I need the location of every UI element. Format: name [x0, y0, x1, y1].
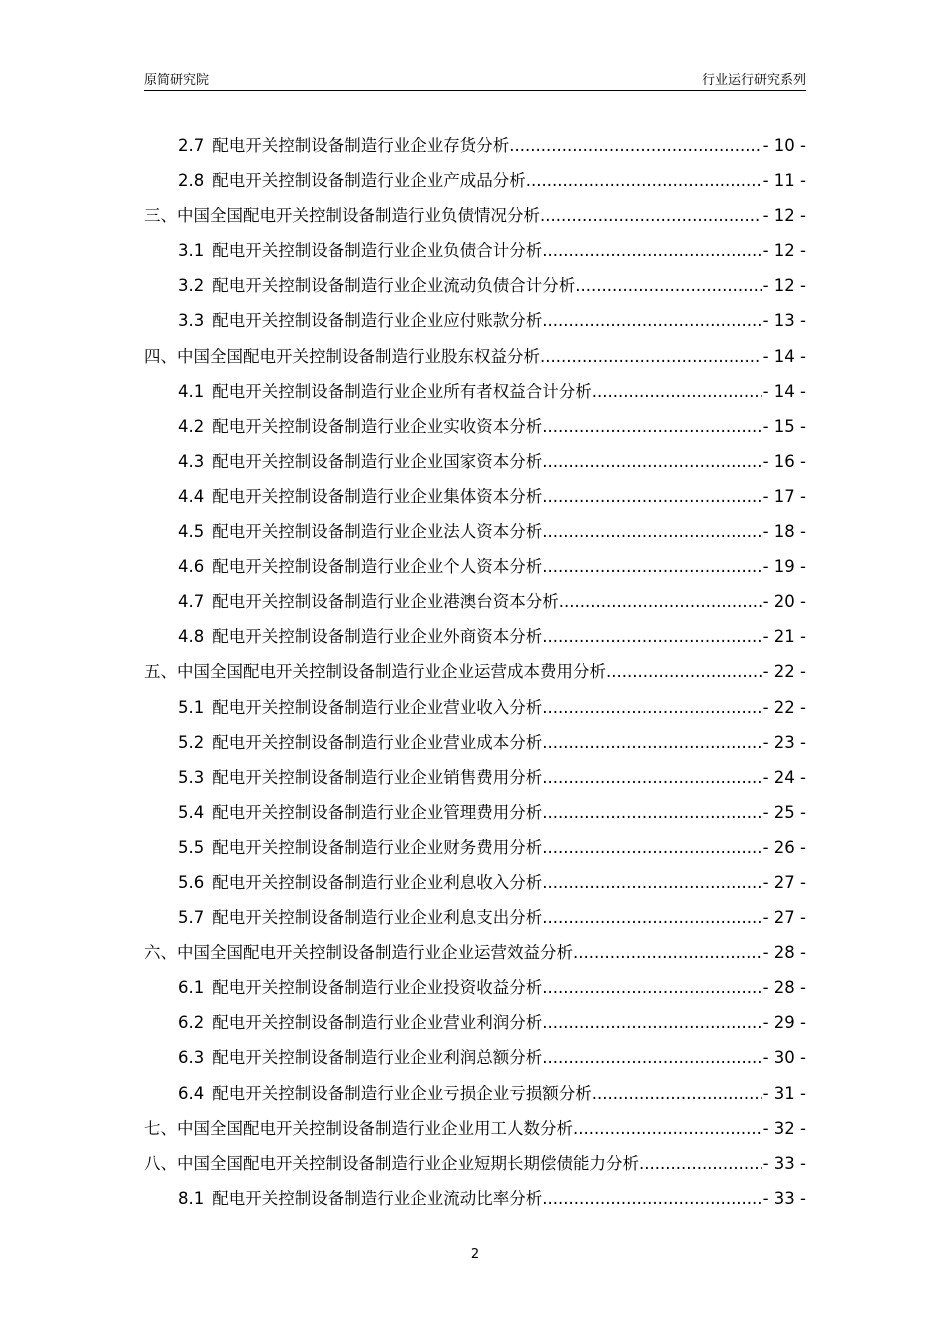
toc-dot-leader	[542, 549, 761, 584]
toc-entry-page: - 32 -	[762, 1118, 806, 1138]
toc-dot-leader	[542, 514, 761, 549]
toc-entry-page: - 14 -	[762, 346, 806, 366]
toc-dot-leader	[542, 1181, 761, 1216]
toc-entry-page: - 27 -	[762, 872, 806, 892]
toc-entry-page: - 16 -	[762, 451, 806, 471]
toc-entry-title: 配电开关控制设备制造行业企业利息收入分析	[212, 872, 543, 892]
toc-entry[interactable]	[144, 654, 806, 689]
toc-dot-leader	[559, 584, 762, 619]
toc-entry-page: - 25 -	[762, 802, 806, 822]
header-right-series: 行业运行研究系列	[701, 73, 806, 88]
toc-entry-number: 6.4	[178, 1083, 205, 1103]
toc-entry-number: 4.6	[178, 557, 205, 577]
toc-dot-leader	[542, 690, 761, 725]
toc-entry[interactable]	[144, 900, 806, 935]
toc-entry-number: 4.7	[178, 592, 205, 612]
toc-entry[interactable]	[144, 268, 806, 303]
toc-entry-number: 3.2	[178, 276, 205, 296]
toc-entry-page: - 33 -	[762, 1188, 806, 1208]
toc-entry[interactable]	[144, 374, 806, 409]
toc-entry[interactable]	[144, 760, 806, 795]
toc-entry[interactable]	[144, 1005, 806, 1040]
toc-entry-number: 4.8	[178, 627, 205, 647]
toc-dot-leader	[542, 479, 761, 514]
toc-entry-title: 配电开关控制设备制造行业企业负债合计分析	[212, 241, 543, 261]
toc-entry[interactable]	[144, 865, 806, 900]
toc-entry-number: 8.1	[178, 1188, 205, 1208]
toc-entry-page: - 12 -	[762, 276, 806, 296]
toc-entry-title: 配电开关控制设备制造行业企业所有者权益合计分析	[212, 381, 592, 401]
toc-entry-page: - 28 -	[762, 943, 806, 963]
toc-entry-number: 5.7	[178, 908, 205, 928]
toc-dot-leader	[575, 268, 761, 303]
toc-entry-title: 配电开关控制设备制造行业企业实收资本分析	[212, 416, 543, 436]
toc-dot-leader	[540, 339, 762, 374]
toc-entry[interactable]	[144, 584, 806, 619]
toc-entry-number: 6.2	[178, 1013, 205, 1033]
toc-entry[interactable]	[144, 1076, 806, 1111]
toc-dot-leader	[542, 1005, 761, 1040]
toc-entry-number: 3.3	[178, 311, 205, 331]
toc-dot-leader	[542, 795, 761, 830]
toc-entry-number: 5.5	[178, 837, 205, 857]
toc-entry[interactable]	[144, 795, 806, 830]
toc-dot-leader	[542, 830, 761, 865]
toc-entry-page: - 12 -	[762, 206, 806, 226]
toc-entry-page: - 14 -	[762, 381, 806, 401]
toc-entry[interactable]	[144, 479, 806, 514]
toc-dot-leader	[573, 1111, 762, 1146]
toc-entry-number: 3.1	[178, 241, 205, 261]
toc-entry-title: 配电开关控制设备制造行业企业国家资本分析	[212, 451, 543, 471]
toc-entry-page: - 12 -	[762, 241, 806, 261]
toc-entry-number: 5.6	[178, 872, 205, 892]
toc-entry-title: 配电开关控制设备制造行业企业营业利润分析	[212, 1013, 543, 1033]
toc-entry-title: 八、中国全国配电开关控制设备制造行业企业短期长期偿债能力分析	[144, 1153, 639, 1173]
toc-entry-page: - 22 -	[762, 697, 806, 717]
toc-entry-page: - 19 -	[762, 557, 806, 577]
toc-entry-page: - 21 -	[762, 627, 806, 647]
toc-dot-leader	[542, 444, 761, 479]
toc-entry-title: 配电开关控制设备制造行业企业利息支出分析	[212, 908, 543, 928]
toc-entry-number: 6.3	[178, 1048, 205, 1068]
toc-entry[interactable]	[144, 1181, 806, 1216]
toc-entry-page: - 31 -	[762, 1083, 806, 1103]
toc-entry-title: 配电开关控制设备制造行业企业投资收益分析	[212, 978, 543, 998]
toc-entry-page: - 15 -	[762, 416, 806, 436]
toc-entry-page: - 33 -	[762, 1153, 806, 1173]
toc-dot-leader	[542, 409, 761, 444]
toc-entry[interactable]	[144, 690, 806, 725]
toc-entry-number: 4.5	[178, 522, 205, 542]
toc-dot-leader	[592, 1076, 762, 1111]
toc-entry-page: - 30 -	[762, 1048, 806, 1068]
header-left-org: 原简研究院	[144, 73, 210, 88]
toc-dot-leader	[509, 128, 761, 163]
toc-entry-title: 配电开关控制设备制造行业企业流动比率分析	[212, 1188, 543, 1208]
toc-entry[interactable]	[144, 514, 806, 549]
page-header	[144, 66, 806, 91]
toc-entry-title: 配电开关控制设备制造行业企业流动负债合计分析	[212, 276, 576, 296]
toc-entry[interactable]	[144, 339, 806, 374]
toc-entry-number: 4.3	[178, 451, 205, 471]
toc-entry-title: 配电开关控制设备制造行业企业产成品分析	[212, 171, 526, 191]
toc-entry-title: 七、中国全国配电开关控制设备制造行业企业用工人数分析	[144, 1118, 573, 1138]
toc-entry-page: - 22 -	[762, 662, 806, 682]
toc-dot-leader	[542, 900, 761, 935]
toc-entry-page: - 10 -	[762, 136, 806, 155]
toc-entry-title: 配电开关控制设备制造行业企业个人资本分析	[212, 557, 543, 577]
toc-entry-title: 配电开关控制设备制造行业企业营业成本分析	[212, 732, 543, 752]
toc-entry-page: - 28 -	[762, 978, 806, 998]
toc-entry-page: - 13 -	[762, 311, 806, 331]
toc-entry-page: - 27 -	[762, 908, 806, 928]
toc-dot-leader	[592, 374, 762, 409]
toc-entry[interactable]	[144, 1111, 806, 1146]
toc-dot-leader	[542, 760, 761, 795]
toc-entry-page: - 24 -	[762, 767, 806, 787]
toc-entry-title: 配电开关控制设备制造行业企业法人资本分析	[212, 522, 543, 542]
toc-entry-page: - 20 -	[762, 592, 806, 612]
toc-entry-title: 四、中国全国配电开关控制设备制造行业股东权益分析	[144, 346, 540, 366]
toc-entry-title: 配电开关控制设备制造行业企业销售费用分析	[212, 767, 543, 787]
toc-entry-number: 4.1	[178, 381, 205, 401]
toc-entry-title: 配电开关控制设备制造行业企业财务费用分析	[212, 837, 543, 857]
toc-entry[interactable]	[144, 619, 806, 654]
toc-entry[interactable]	[144, 303, 806, 338]
toc-entry-page: - 29 -	[762, 1013, 806, 1033]
toc-dot-leader	[542, 619, 761, 654]
toc-entry[interactable]	[144, 444, 806, 479]
toc-entry-title: 配电开关控制设备制造行业企业集体资本分析	[212, 486, 543, 506]
toc-dot-leader	[542, 1040, 761, 1075]
toc-entry-page: - 18 -	[762, 522, 806, 542]
toc-entry-number: 4.2	[178, 416, 205, 436]
toc-entry-title: 配电开关控制设备制造行业企业港澳台资本分析	[212, 592, 559, 612]
toc-entry-number: 5.1	[178, 697, 205, 717]
toc-dot-leader	[573, 935, 762, 970]
toc-entry-number: 2.8	[178, 171, 205, 191]
toc-dot-leader	[542, 303, 761, 338]
toc-dot-leader	[606, 654, 762, 689]
table-of-contents	[144, 128, 806, 1216]
toc-entry-page: - 26 -	[762, 837, 806, 857]
toc-entry-number: 6.1	[178, 978, 205, 998]
toc-entry[interactable]	[144, 725, 806, 760]
toc-dot-leader	[542, 233, 761, 268]
toc-entry-title: 三、中国全国配电开关控制设备制造行业负债情况分析	[144, 206, 540, 226]
toc-dot-leader	[639, 1146, 762, 1181]
toc-entry-title: 六、中国全国配电开关控制设备制造行业企业运营效益分析	[144, 943, 573, 963]
toc-entry-number: 5.2	[178, 732, 205, 752]
toc-dot-leader	[540, 198, 762, 233]
toc-entry-title: 配电开关控制设备制造行业企业亏损企业亏损额分析	[212, 1083, 592, 1103]
toc-entry[interactable]	[144, 233, 806, 268]
toc-entry-number: 5.3	[178, 767, 205, 787]
toc-entry[interactable]	[144, 970, 806, 1005]
page-number: 2	[470, 1247, 480, 1262]
toc-dot-leader	[542, 970, 761, 1005]
toc-entry[interactable]	[144, 1146, 806, 1181]
toc-entry-number: 2.7	[178, 136, 205, 155]
toc-dot-leader	[542, 865, 761, 900]
toc-entry[interactable]	[144, 830, 806, 865]
toc-entry[interactable]	[144, 549, 806, 584]
toc-entry-title: 配电开关控制设备制造行业企业存货分析	[212, 136, 510, 155]
toc-dot-leader	[526, 163, 762, 198]
toc-entry-page: - 17 -	[762, 486, 806, 506]
toc-entry[interactable]	[144, 128, 806, 163]
toc-entry-title: 配电开关控制设备制造行业企业应付账款分析	[212, 311, 543, 331]
toc-entry-title: 配电开关控制设备制造行业企业营业收入分析	[212, 697, 543, 717]
toc-entry-title: 五、中国全国配电开关控制设备制造行业企业运营成本费用分析	[144, 662, 606, 682]
toc-entry-title: 配电开关控制设备制造行业企业外商资本分析	[212, 627, 543, 647]
toc-entry[interactable]	[144, 1040, 806, 1075]
toc-entry[interactable]	[144, 409, 806, 444]
toc-entry[interactable]	[144, 198, 806, 233]
toc-dot-leader	[542, 725, 761, 760]
toc-entry-title: 配电开关控制设备制造行业企业利润总额分析	[212, 1048, 543, 1068]
toc-entry[interactable]	[144, 163, 806, 198]
toc-entry-page: - 11 -	[762, 171, 806, 191]
toc-entry-title: 配电开关控制设备制造行业企业管理费用分析	[212, 802, 543, 822]
toc-entry-page: - 23 -	[762, 732, 806, 752]
toc-entry-number: 4.4	[178, 486, 205, 506]
toc-entry[interactable]	[144, 935, 806, 970]
toc-entry-number: 5.4	[178, 802, 205, 822]
